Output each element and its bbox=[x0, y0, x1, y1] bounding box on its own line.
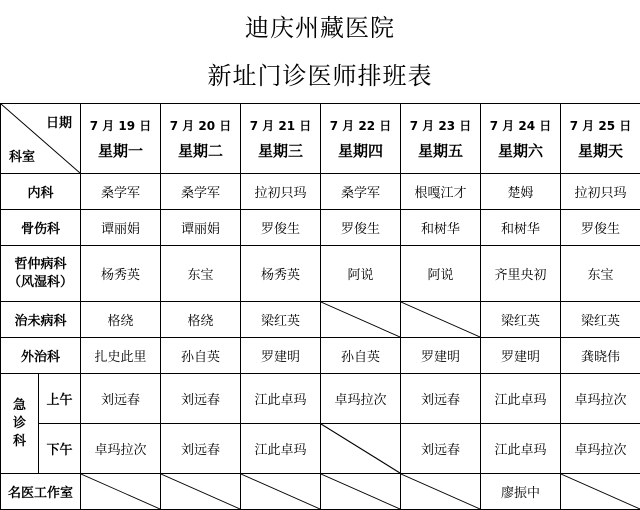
date-label: 7 月 23 日 bbox=[401, 117, 480, 134]
weekday-label: 星期四 bbox=[321, 140, 400, 161]
schedule-table bbox=[0, 103, 640, 510]
doctor-cell: 阿说 bbox=[321, 246, 401, 302]
doctor-cell: 卓玛拉次 bbox=[561, 424, 640, 474]
doctor-cell: 格绕 bbox=[81, 302, 161, 338]
doctor-cell: 和树华 bbox=[401, 210, 481, 246]
weekday-label: 星期六 bbox=[481, 140, 560, 161]
doctor-cell: 江此卓玛 bbox=[241, 424, 321, 474]
doctor-cell: 谭丽娟 bbox=[161, 210, 241, 246]
doctor-cell: 谭丽娟 bbox=[81, 210, 161, 246]
empty-cell bbox=[561, 474, 640, 510]
empty-cell bbox=[321, 474, 401, 510]
empty-cell bbox=[161, 474, 241, 510]
doctor-cell: 杨秀英 bbox=[81, 246, 161, 302]
morning-label: 上午 bbox=[39, 374, 81, 424]
dept-name: 外治科 bbox=[1, 338, 81, 374]
doctor-cell: 江此卓玛 bbox=[481, 424, 561, 474]
doctor-cell: 东宝 bbox=[561, 246, 640, 302]
hospital-name: 迪庆州藏医院 bbox=[0, 8, 640, 43]
dept-row bbox=[1, 174, 640, 210]
date-axis-label: 日期 bbox=[46, 112, 72, 131]
doctor-cell: 杨秀英 bbox=[241, 246, 321, 302]
weekday-label: 星期一 bbox=[81, 140, 160, 161]
day-header bbox=[81, 104, 161, 174]
doctor-cell: 和树华 bbox=[481, 210, 561, 246]
doctor-cell: 刘远春 bbox=[401, 424, 481, 474]
doctor-cell: 罗建明 bbox=[241, 338, 321, 374]
doctor-cell: 格绕 bbox=[161, 302, 241, 338]
doctor-cell: 拉初只玛 bbox=[561, 174, 640, 210]
dept-name bbox=[1, 246, 81, 302]
dept-row bbox=[1, 210, 640, 246]
doctor-cell: 东宝 bbox=[161, 246, 241, 302]
doctor-cell: 罗建明 bbox=[481, 338, 561, 374]
doctor-cell: 卓玛拉次 bbox=[321, 374, 401, 424]
day-header bbox=[401, 104, 481, 174]
doctor-cell: 卓玛拉次 bbox=[561, 374, 640, 424]
doctor-cell: 根嘎江才 bbox=[401, 174, 481, 210]
doctor-cell: 罗建明 bbox=[401, 338, 481, 374]
doctor-cell: 扎史此里 bbox=[81, 338, 161, 374]
header-row bbox=[1, 104, 640, 174]
doctor-cell: 刘远春 bbox=[161, 424, 241, 474]
day-header bbox=[561, 104, 640, 174]
dept-name-line: 哲仲病科 bbox=[1, 256, 80, 274]
dept-row bbox=[1, 302, 640, 338]
weekday-label: 星期三 bbox=[241, 140, 320, 161]
empty-cell bbox=[81, 474, 161, 510]
doctor-cell: 拉初只玛 bbox=[241, 174, 321, 210]
day-header bbox=[161, 104, 241, 174]
empty-cell bbox=[401, 474, 481, 510]
doctor-cell: 桑学军 bbox=[161, 174, 241, 210]
doctor-cell: 梁红英 bbox=[481, 302, 561, 338]
empty-cell bbox=[321, 424, 401, 474]
famous-doctor-row bbox=[1, 474, 640, 510]
emergency-dept bbox=[1, 374, 39, 474]
weekday-label: 星期二 bbox=[161, 140, 240, 161]
doctor-cell: 桑学军 bbox=[81, 174, 161, 210]
doctor-cell: 桑学军 bbox=[321, 174, 401, 210]
famous-doctor-label: 名医工作室 bbox=[1, 474, 81, 510]
afternoon-label: 下午 bbox=[39, 424, 81, 474]
weekday-label: 星期五 bbox=[401, 140, 480, 161]
date-label: 7 月 20 日 bbox=[161, 117, 240, 134]
doctor-cell: 楚姆 bbox=[481, 174, 561, 210]
emergency-morning-row bbox=[1, 374, 640, 424]
dept-name: 内科 bbox=[1, 174, 81, 210]
date-label: 7 月 25 日 bbox=[561, 117, 640, 134]
dept-axis-label: 科室 bbox=[9, 146, 35, 165]
empty-cell bbox=[321, 302, 401, 338]
doctor-cell: 梁红英 bbox=[241, 302, 321, 338]
dept-name-subline: （风湿科） bbox=[1, 274, 80, 292]
date-label: 7 月 19 日 bbox=[81, 117, 160, 134]
doctor-cell: 刘远春 bbox=[161, 374, 241, 424]
day-header bbox=[321, 104, 401, 174]
doctor-cell: 刘远春 bbox=[401, 374, 481, 424]
weekday-label: 星期天 bbox=[561, 140, 640, 161]
date-label: 7 月 21 日 bbox=[241, 117, 320, 134]
doctor-cell: 江此卓玛 bbox=[481, 374, 561, 424]
dept-row bbox=[1, 338, 640, 374]
doctor-cell: 孙自英 bbox=[321, 338, 401, 374]
dept-name: 骨伤科 bbox=[1, 210, 81, 246]
corner-cell bbox=[1, 104, 81, 174]
emergency-afternoon-row bbox=[1, 424, 640, 474]
doctor-cell: 罗俊生 bbox=[241, 210, 321, 246]
date-label: 7 月 24 日 bbox=[481, 117, 560, 134]
day-header bbox=[241, 104, 321, 174]
doctor-cell: 廖振中 bbox=[481, 474, 561, 510]
empty-cell bbox=[241, 474, 321, 510]
doctor-cell: 卓玛拉次 bbox=[81, 424, 161, 474]
doctor-cell: 刘远春 bbox=[81, 374, 161, 424]
date-label: 7 月 22 日 bbox=[321, 117, 400, 134]
doctor-cell: 罗俊生 bbox=[561, 210, 640, 246]
doctor-cell: 龚晓伟 bbox=[561, 338, 640, 374]
doctor-cell: 阿说 bbox=[401, 246, 481, 302]
dept-name: 治未病科 bbox=[1, 302, 81, 338]
schedule-title: 新址门诊医师排班表 bbox=[0, 56, 640, 91]
doctor-cell: 罗俊生 bbox=[321, 210, 401, 246]
doctor-cell: 齐里央初 bbox=[481, 246, 561, 302]
day-header bbox=[481, 104, 561, 174]
doctor-cell: 江此卓玛 bbox=[241, 374, 321, 424]
dept-row bbox=[1, 246, 640, 302]
emergency-dept-label: 急诊科 bbox=[13, 397, 27, 451]
doctor-cell: 梁红英 bbox=[561, 302, 640, 338]
empty-cell bbox=[401, 302, 481, 338]
doctor-cell: 孙自英 bbox=[161, 338, 241, 374]
